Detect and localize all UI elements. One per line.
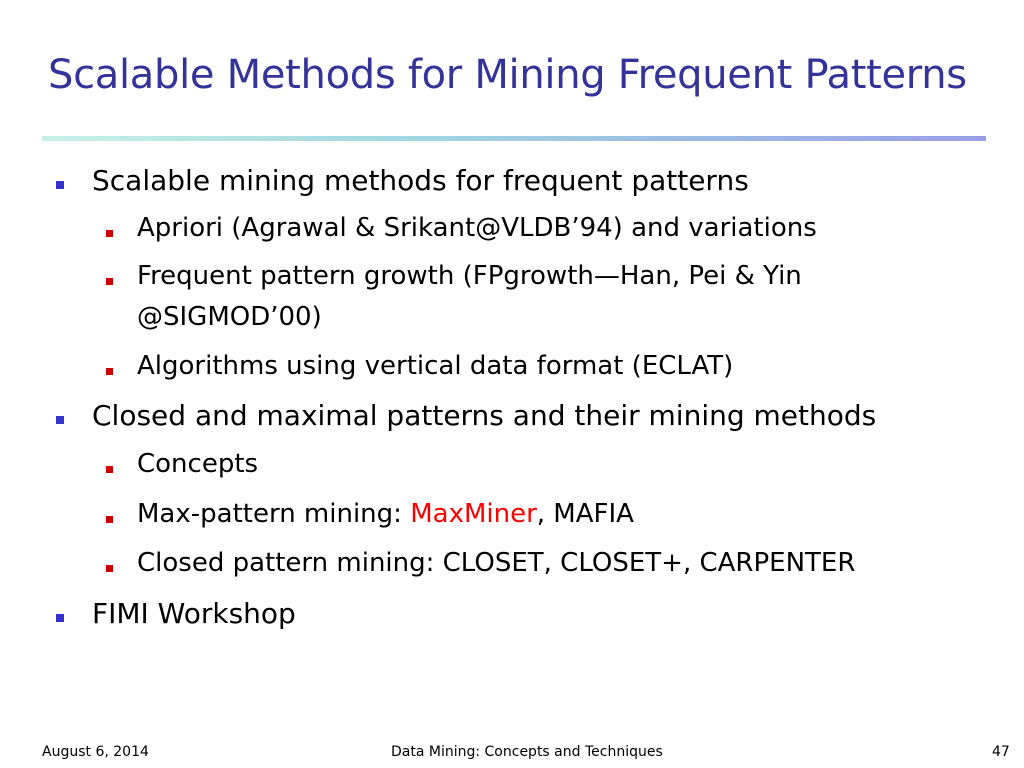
sub-bullet-marker bbox=[106, 516, 113, 523]
bullet-marker bbox=[56, 614, 64, 622]
sub-bullet-marker bbox=[106, 230, 113, 237]
sub-bullet-item: Apriori (Agrawal & Srikant@VLDB’94) and variations bbox=[137, 213, 817, 243]
max-pattern-prefix: Max-pattern mining: bbox=[137, 499, 411, 529]
sub-bullet-item: Frequent pattern growth (FPgrowth—Han, Pei & Yin bbox=[137, 261, 802, 291]
footer-title: Data Mining: Concepts and Techniques bbox=[391, 744, 663, 760]
sub-bullet-item: Closed pattern mining: CLOSET, CLOSET+, CARPENTER bbox=[137, 548, 856, 578]
bullet-item: FIMI Workshop bbox=[92, 597, 296, 630]
title-divider bbox=[42, 136, 986, 141]
sub-bullet-item-continuation: @SIGMOD’00) bbox=[137, 302, 322, 332]
bullet-marker bbox=[56, 181, 64, 189]
maxminer-highlight: MaxMiner bbox=[410, 499, 537, 529]
sub-bullet-marker bbox=[106, 278, 113, 285]
sub-bullet-marker bbox=[106, 565, 113, 572]
max-pattern-suffix: , MAFIA bbox=[536, 499, 634, 529]
sub-bullet-marker bbox=[106, 466, 113, 473]
footer-date: August 6, 2014 bbox=[42, 744, 149, 760]
bullet-marker bbox=[56, 416, 64, 424]
page-number: 47 bbox=[992, 744, 1010, 760]
bullet-item: Scalable mining methods for frequent patterns bbox=[92, 164, 749, 197]
sub-bullet-item: Algorithms using vertical data format (ECLAT) bbox=[137, 351, 734, 381]
bullet-item: Closed and maximal patterns and their mining methods bbox=[92, 399, 877, 432]
slide-title: Scalable Methods for Mining Frequent Patterns bbox=[48, 52, 967, 98]
sub-bullet-marker bbox=[106, 368, 113, 375]
sub-bullet-item: Concepts bbox=[137, 449, 259, 479]
sub-bullet-item bbox=[137, 499, 634, 529]
